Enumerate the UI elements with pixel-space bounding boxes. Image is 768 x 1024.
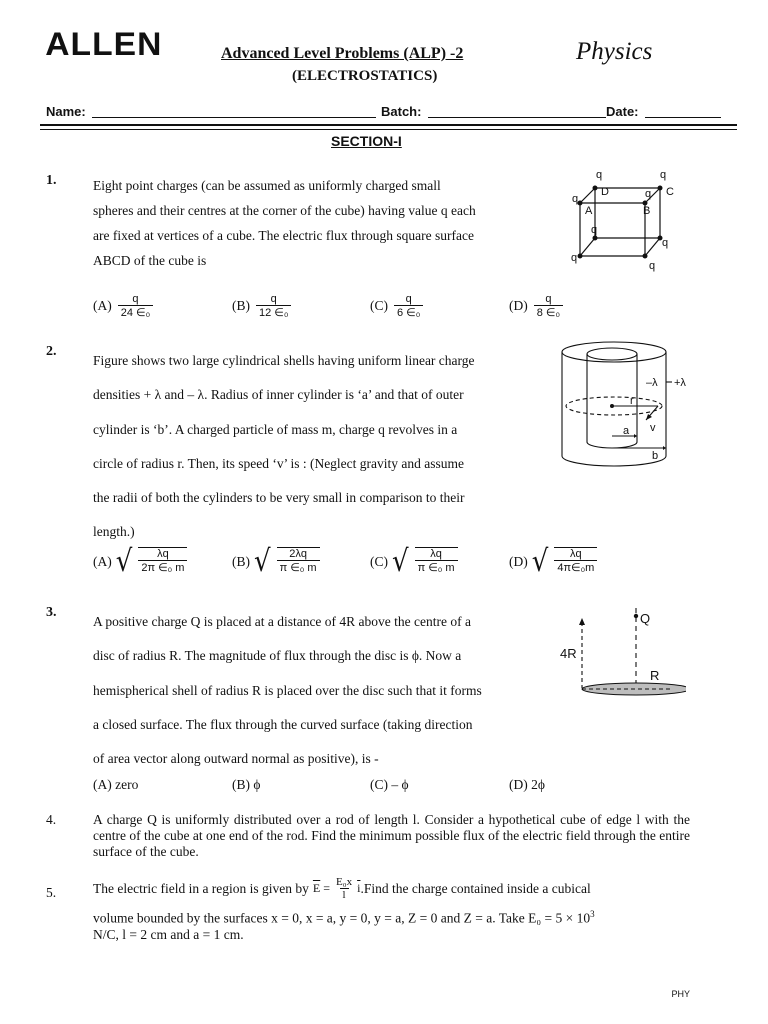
option-a[interactable]: (A) $\frac{q}{\text{24 ∈₀}}$ [93, 293, 153, 319]
cube-figure [565, 168, 685, 272]
header-divider [40, 124, 737, 126]
radius-r: R [650, 668, 660, 683]
option-c[interactable]: (C) √ $\frac{\lambda q}{\text{π ∈₀ m}}$ [370, 549, 458, 575]
vertex-c: C [666, 186, 674, 198]
cylinders-figure [558, 338, 708, 473]
allen-logo: ALLEN [45, 26, 163, 62]
question-number: 5. [46, 885, 57, 900]
charge-label: q [571, 252, 578, 264]
question-number: 3. [46, 605, 57, 620]
option-b[interactable]: (B) √ $\frac{2\lambda q}{\text{π ∈₀ m}}$ [232, 549, 320, 575]
batch-field[interactable] [428, 117, 606, 118]
charge-density-neg: –λ [646, 377, 658, 389]
option-a[interactable]: (A) √ $\frac{\lambda q}{\text{2π ∈₀ m}}$ [93, 549, 187, 575]
charge-q: Q [640, 611, 651, 626]
date-field[interactable] [645, 117, 721, 118]
disc-figure [556, 600, 686, 705]
batch-label: Batch: [381, 104, 422, 119]
date-label: Date: [606, 104, 639, 119]
charge-label: q [662, 237, 669, 249]
footer-subject-code: PHY [671, 989, 690, 999]
charge-density-pos: +λ [674, 377, 686, 389]
charge-label: q [649, 260, 656, 272]
vertex-d: D [601, 186, 609, 198]
question-number: 1. [46, 173, 57, 188]
option-b[interactable]: (B) ϕ [232, 777, 261, 792]
option-a[interactable]: (A) zero [93, 777, 139, 792]
option-c[interactable]: (C) – ϕ [370, 777, 409, 792]
question-text: A positive charge Q is placed at a distance of 4R above the centre of a disc of radius R. The magnitude of flux through the disc is ϕ. Now a hemispherical shell of radius R is placed over the disc such that it forms a closed surface. The flux through the curved surface (taking direction of area vector along outward normal as positive), is - [93, 614, 482, 767]
charge-label: q [660, 169, 667, 181]
section-heading: SECTION-I [331, 133, 402, 149]
question-number: 2. [46, 344, 57, 359]
vertex-a: A [585, 205, 593, 217]
page-title: Advanced Level Problems (ALP) -2 [221, 45, 464, 62]
charge-label: q [591, 224, 598, 236]
question-text: The electric field in a region is given by $\overline{E}$ = $\frac{\text{E₀x}}{l}$ $\overline{i}$ .Find the charge contained inside a cubical volume bounded by the surfaces x = 0, x = a, y = 0, y = a, Z = 0 and Z = a. Take $E_0 = 5 \times 10^3$ N/C, l = 2 cm and a = 1 cm. [93, 876, 595, 942]
option-d[interactable]: (D) 2ϕ [509, 777, 545, 792]
name-field[interactable] [92, 117, 376, 118]
charge-label: q [572, 193, 579, 205]
subject-label: Physics [576, 38, 653, 65]
name-label: Name: [46, 104, 86, 119]
vertex-b: B [643, 205, 651, 217]
charge-label: q [645, 188, 652, 200]
radius-b: b [652, 450, 659, 462]
height-4r: 4R [560, 646, 577, 661]
chapter-subtitle: (ELECTROSTATICS) [292, 68, 438, 84]
radius-r: r [630, 395, 634, 407]
radius-a: a [623, 425, 630, 437]
question-text: Figure shows two large cylindrical shells having uniform linear charge densities + λ and – λ. Radius of inner cylinder is ‘a’ and that of outer cylinder is ‘b’. A charged particle of mass m, charge q revolves in a circle of radius r. Then, its speed ‘v’ is : (Neglect gravity and assume the radii of both the cylinders to be very small in comparison to their length.) [93, 353, 475, 540]
velocity-v: v [650, 422, 656, 434]
option-d[interactable]: (D) √ $\frac{\lambda q}{\text{4π∈₀m}}$ [509, 549, 597, 575]
header-divider-thin [40, 129, 737, 130]
question-number: 4. [46, 812, 57, 827]
charge-label: q [596, 169, 603, 181]
option-b[interactable]: (B) $\frac{q}{\text{12 ∈₀}}$ [232, 293, 291, 319]
option-d[interactable]: (D) $\frac{q}{\text{8 ∈₀}}$ [509, 293, 563, 319]
question-text: A charge Q is uniformly distributed over a rod of length l. Consider a hypothetical cube of edge l with the centre of the cube at one end of the rod. Find the minimum possible flux of the electric field through the entire surface of the cube. [93, 812, 690, 859]
option-c[interactable]: (C) $\frac{q}{\text{6 ∈₀}}$ [370, 293, 423, 319]
question-text: Eight point charges (can be assumed as uniformly charged small spheres and their centres at the corner of the cube) having value q each are fixed at vertices of a cube. The electric flux through square surface ABCD of the cube is [93, 178, 476, 268]
